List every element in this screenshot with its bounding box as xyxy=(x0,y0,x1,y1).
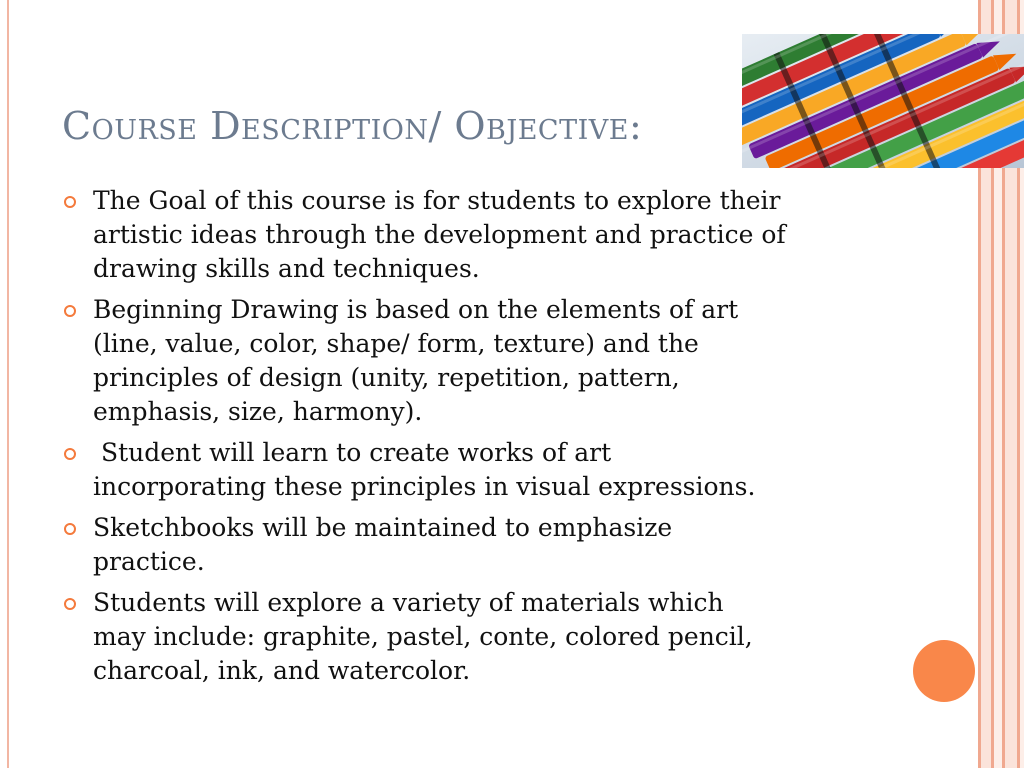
list-item xyxy=(62,511,922,579)
bullet-text: Students will explore a variety of materials which may include: graphite, pastel, conte, colored pencil, charcoal, ink, and watercolor. xyxy=(93,588,753,685)
list-item xyxy=(62,586,922,688)
list-item xyxy=(62,184,922,286)
bullet-text: The Goal of this course is for students to explore their artistic ideas through the development and practice of drawing skills and techniques. xyxy=(93,186,786,283)
list-item xyxy=(62,293,922,429)
list-item xyxy=(62,436,922,504)
bullet-text: Student will learn to create works of art incorporating these principles in visual expressions. xyxy=(93,438,756,501)
orange-ring-bullet-icon xyxy=(64,305,76,317)
left-border-line xyxy=(7,0,9,768)
crayons-image xyxy=(742,34,1024,168)
slide-title: Course Description/ Objective: xyxy=(62,104,643,148)
bullet-text: Sketchbooks will be maintained to emphasize practice. xyxy=(93,513,673,576)
orange-circle-decoration xyxy=(913,640,975,702)
orange-ring-bullet-icon xyxy=(64,448,76,460)
orange-ring-bullet-icon xyxy=(64,523,76,535)
bullet-list xyxy=(62,184,922,695)
bullet-text: Beginning Drawing is based on the elements of art (line, value, color, shape/ form, texture) and the principles of design (unity, repetition, pattern, emphasis, size, harmony). xyxy=(93,295,739,426)
orange-ring-bullet-icon xyxy=(64,196,76,208)
orange-ring-bullet-icon xyxy=(64,598,76,610)
